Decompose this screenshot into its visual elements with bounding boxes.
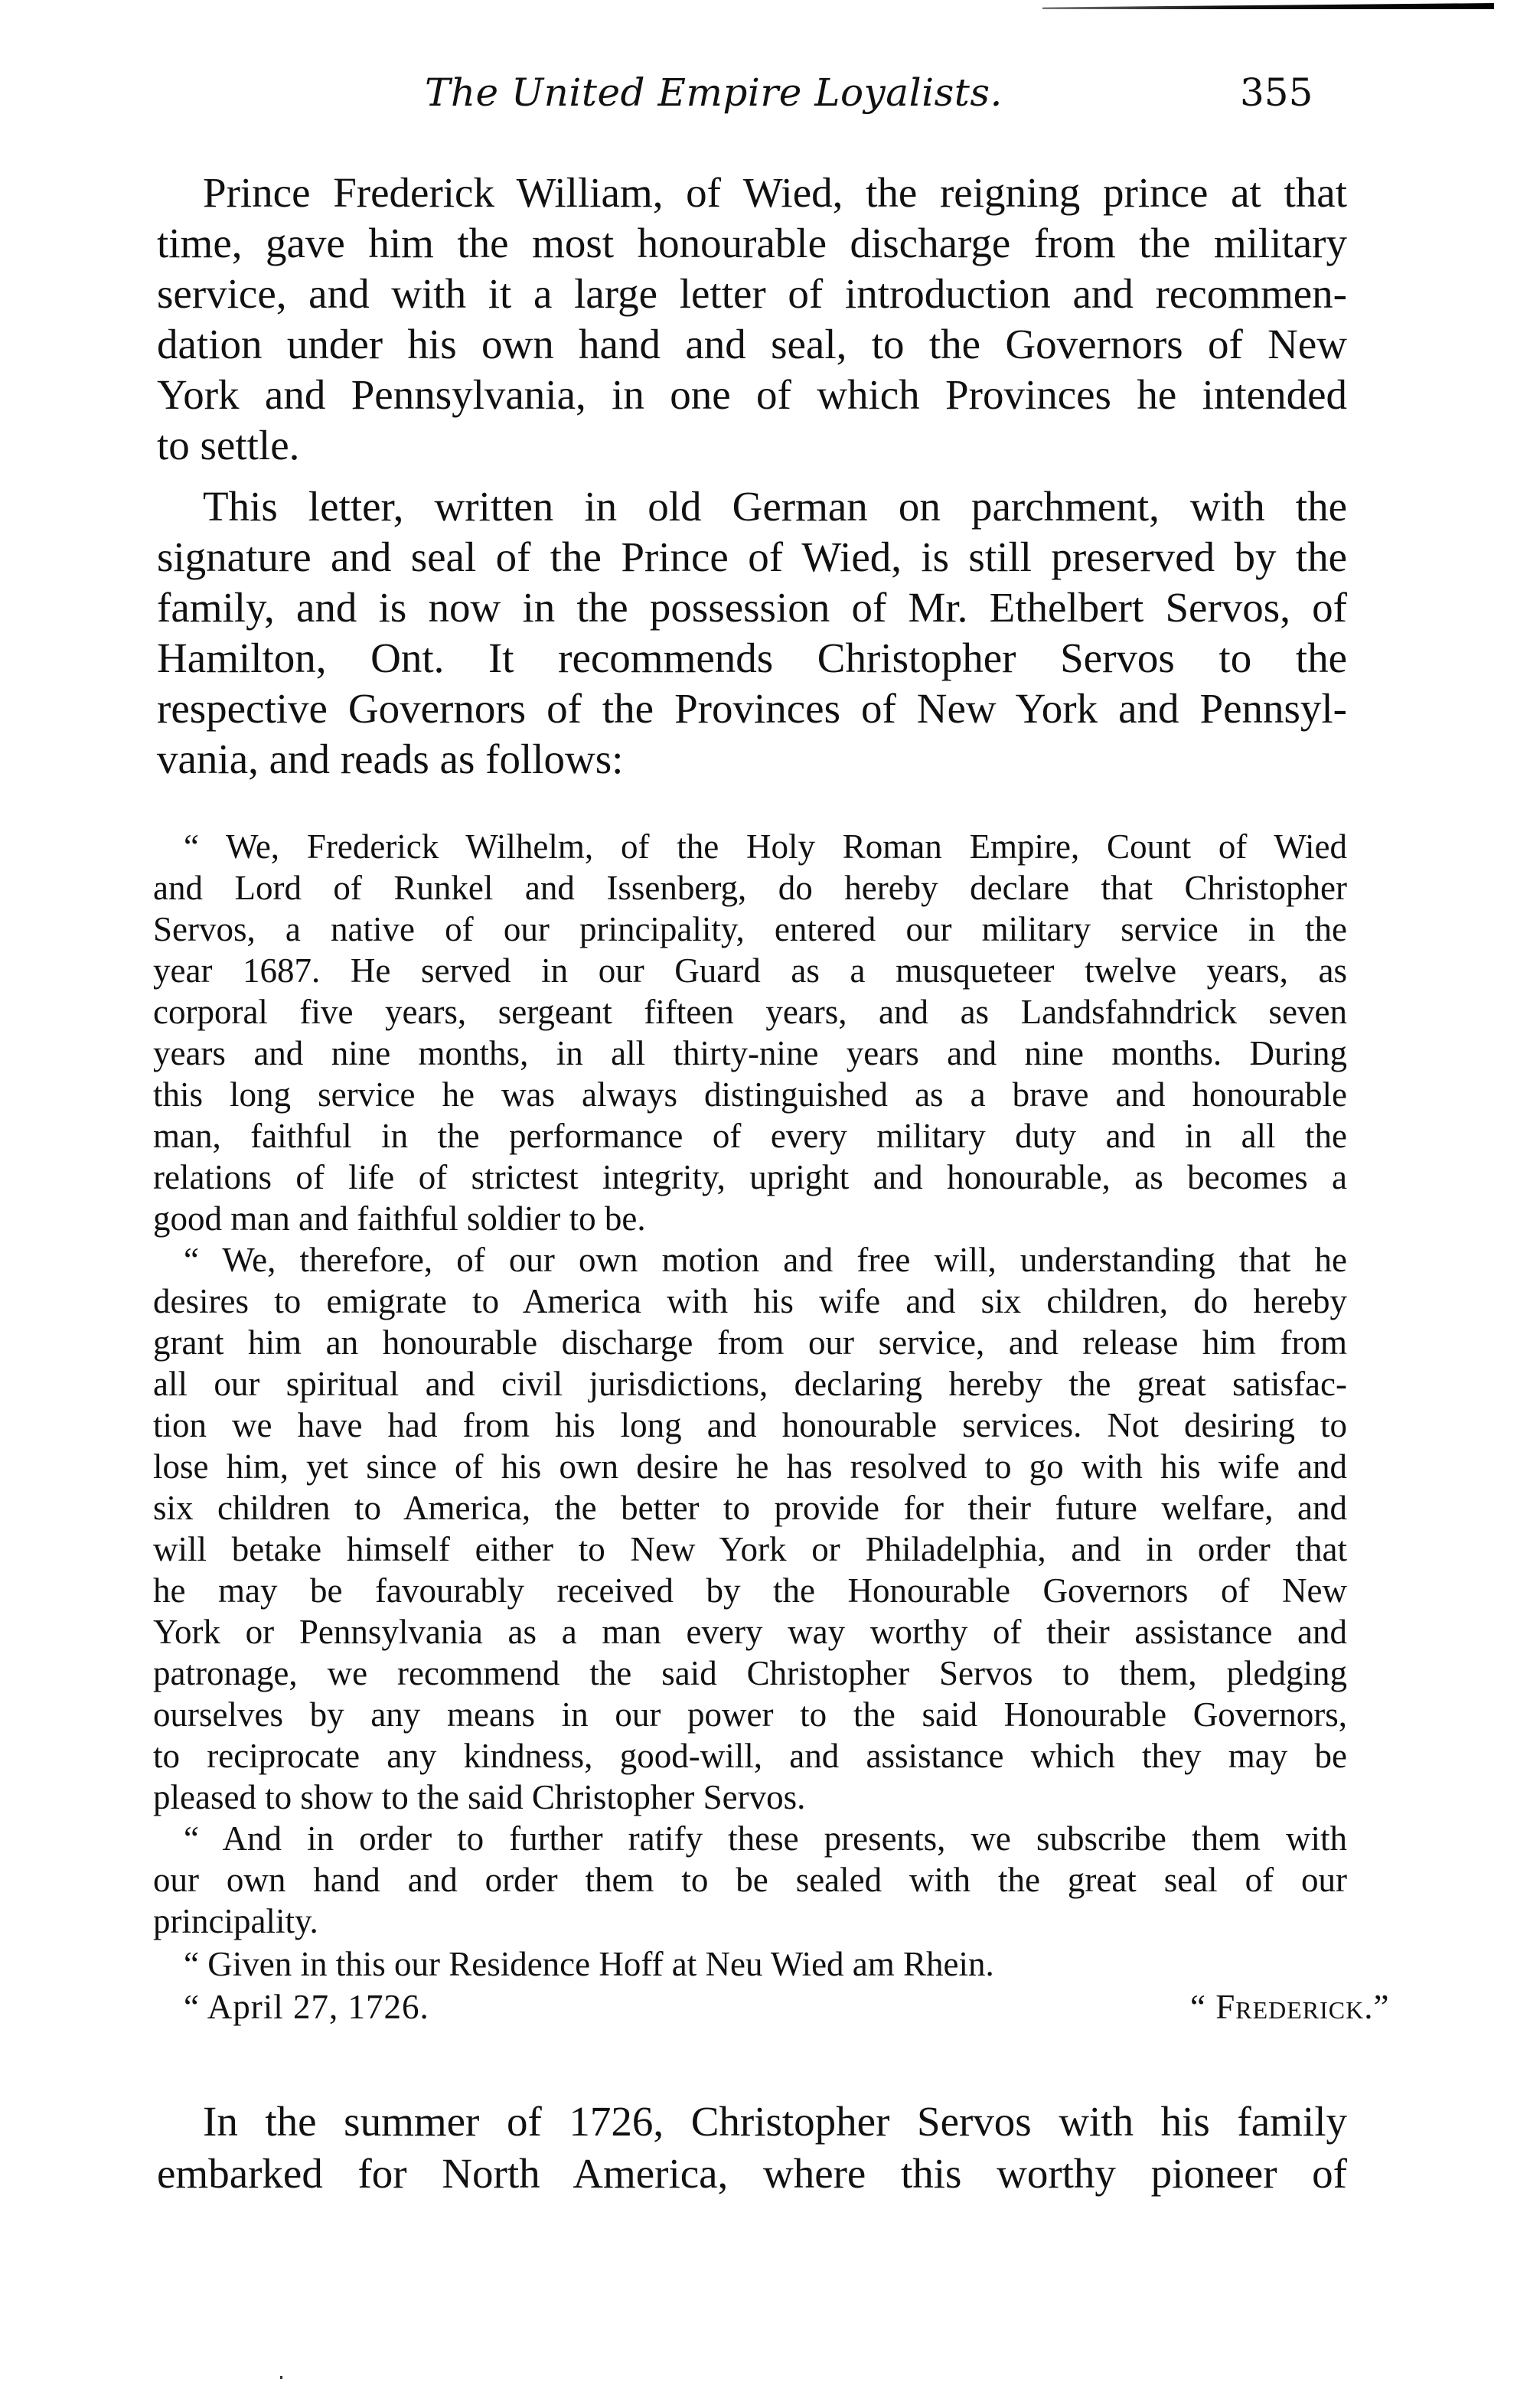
quote-line: all our spiritual and civil jurisdictions, declaring hereby the great satisfac- — [153, 1365, 1347, 1403]
quote-line: desires to emigrate to America with his wife and six children, do hereby — [153, 1282, 1347, 1320]
text-line: time, gave him the most honourable discharge from the military — [157, 220, 1347, 266]
quote-line: relations of life of strictest integrity, upright and honourable, as becomes a — [153, 1158, 1347, 1196]
given-line: “ Given in this our Residence Hoff at Neu Wied am Rhein. — [184, 1945, 994, 1983]
quote-line: ourselves by any means in our power to the said Honourable Governors, — [153, 1695, 1347, 1734]
quote-line: he may be favourably received by the Honourable Governors of New — [153, 1571, 1347, 1610]
quote-line: years and nine months, in all thirty-nine years and nine months. During — [153, 1034, 1347, 1072]
text-line: embarked for North America, where this worthy pioneer of — [157, 2150, 1347, 2197]
quote-line: “ And in order to further ratify these presents, we subscribe them with — [184, 1819, 1347, 1858]
quote-line: corporal five years, sergeant fifteen years, and as Landsfahndrick seven — [153, 993, 1347, 1031]
text-line: family, and is now in the possession of Mr. Ethelbert Servos, of — [157, 584, 1347, 631]
page-number: 355 — [1240, 70, 1313, 115]
date-line: “ April 27, 1726. — [184, 1988, 429, 2026]
quote-line: our own hand and order them to be sealed with the great seal of our — [153, 1861, 1347, 1899]
text-line: In the summer of 1726, Christopher Servos with his family — [203, 2098, 1347, 2145]
text-line: service, and with it a large letter of introduction and recommen- — [157, 270, 1347, 317]
quote-line: “ We, Frederick Wilhelm, of the Holy Roman Empire, Count of Wied — [184, 827, 1347, 866]
quote-line: good man and faithful soldier to be. — [153, 1199, 646, 1238]
text-line: to settle. — [157, 422, 300, 468]
text-line: Hamilton, Ont. It recommends Christopher Servos to the — [157, 635, 1347, 681]
scan-edge-rule — [1042, 3, 1494, 9]
scan-speck — [280, 2376, 282, 2379]
quote-line: grant him an honourable discharge from our service, and release him from — [153, 1323, 1347, 1362]
running-title: The United Empire Loyalists. — [425, 70, 1003, 115]
quote-line: principality. — [153, 1902, 318, 1940]
quote-line: lose him, yet since of his own desire he has resolved to go with his wife and — [153, 1447, 1347, 1486]
text-line: York and Pennsylvania, in one of which Provinces he intended — [157, 371, 1347, 418]
quote-line: Servos, a native of our principality, entered our military service in the — [153, 910, 1347, 948]
quote-line: will betake himself either to New York or Philadelphia, and in order that — [153, 1530, 1347, 1568]
quote-line: six children to America, the better to provide for their future welfare, and — [153, 1489, 1347, 1527]
quote-line: pleased to show to the said Christopher Servos. — [153, 1778, 806, 1816]
quote-line: patronage, we recommend the said Christopher Servos to them, pledging — [153, 1654, 1347, 1692]
quote-line: man, faithful in the performance of every military duty and in all the — [153, 1117, 1347, 1155]
text-line: Prince Frederick William, of Wied, the reigning prince at that — [203, 169, 1347, 216]
quote-line: year 1687. He served in our Guard as a musqueteer twelve years, as — [153, 951, 1347, 990]
quote-line: “ We, therefore, of our own motion and free will, understanding that he — [184, 1241, 1347, 1279]
quote-line: and Lord of Runkel and Issenberg, do hereby declare that Christopher — [153, 869, 1347, 907]
text-line: This letter, written in old German on parchment, with the — [203, 483, 1347, 530]
quote-line: this long service he was always distinguished as a brave and honourable — [153, 1075, 1347, 1114]
text-line: signature and seal of the Prince of Wied, is still preserved by the — [157, 533, 1347, 580]
quote-line: tion we have had from his long and honourable services. Not desiring to — [153, 1406, 1347, 1444]
page-header — [0, 70, 1517, 132]
text-line: respective Governors of the Provinces of New York and Pennsyl- — [157, 685, 1347, 732]
signature: “ Frederick.” — [1190, 1988, 1390, 2026]
text-line: dation under his own hand and seal, to the Governors of New — [157, 321, 1347, 367]
text-line: vania, and reads as follows: — [157, 736, 624, 782]
quote-line: to reciprocate any kindness, good-will, and assistance which they may be — [153, 1737, 1347, 1775]
quote-line: York or Pennsylvania as a man every way worthy of their assistance and — [153, 1613, 1347, 1651]
